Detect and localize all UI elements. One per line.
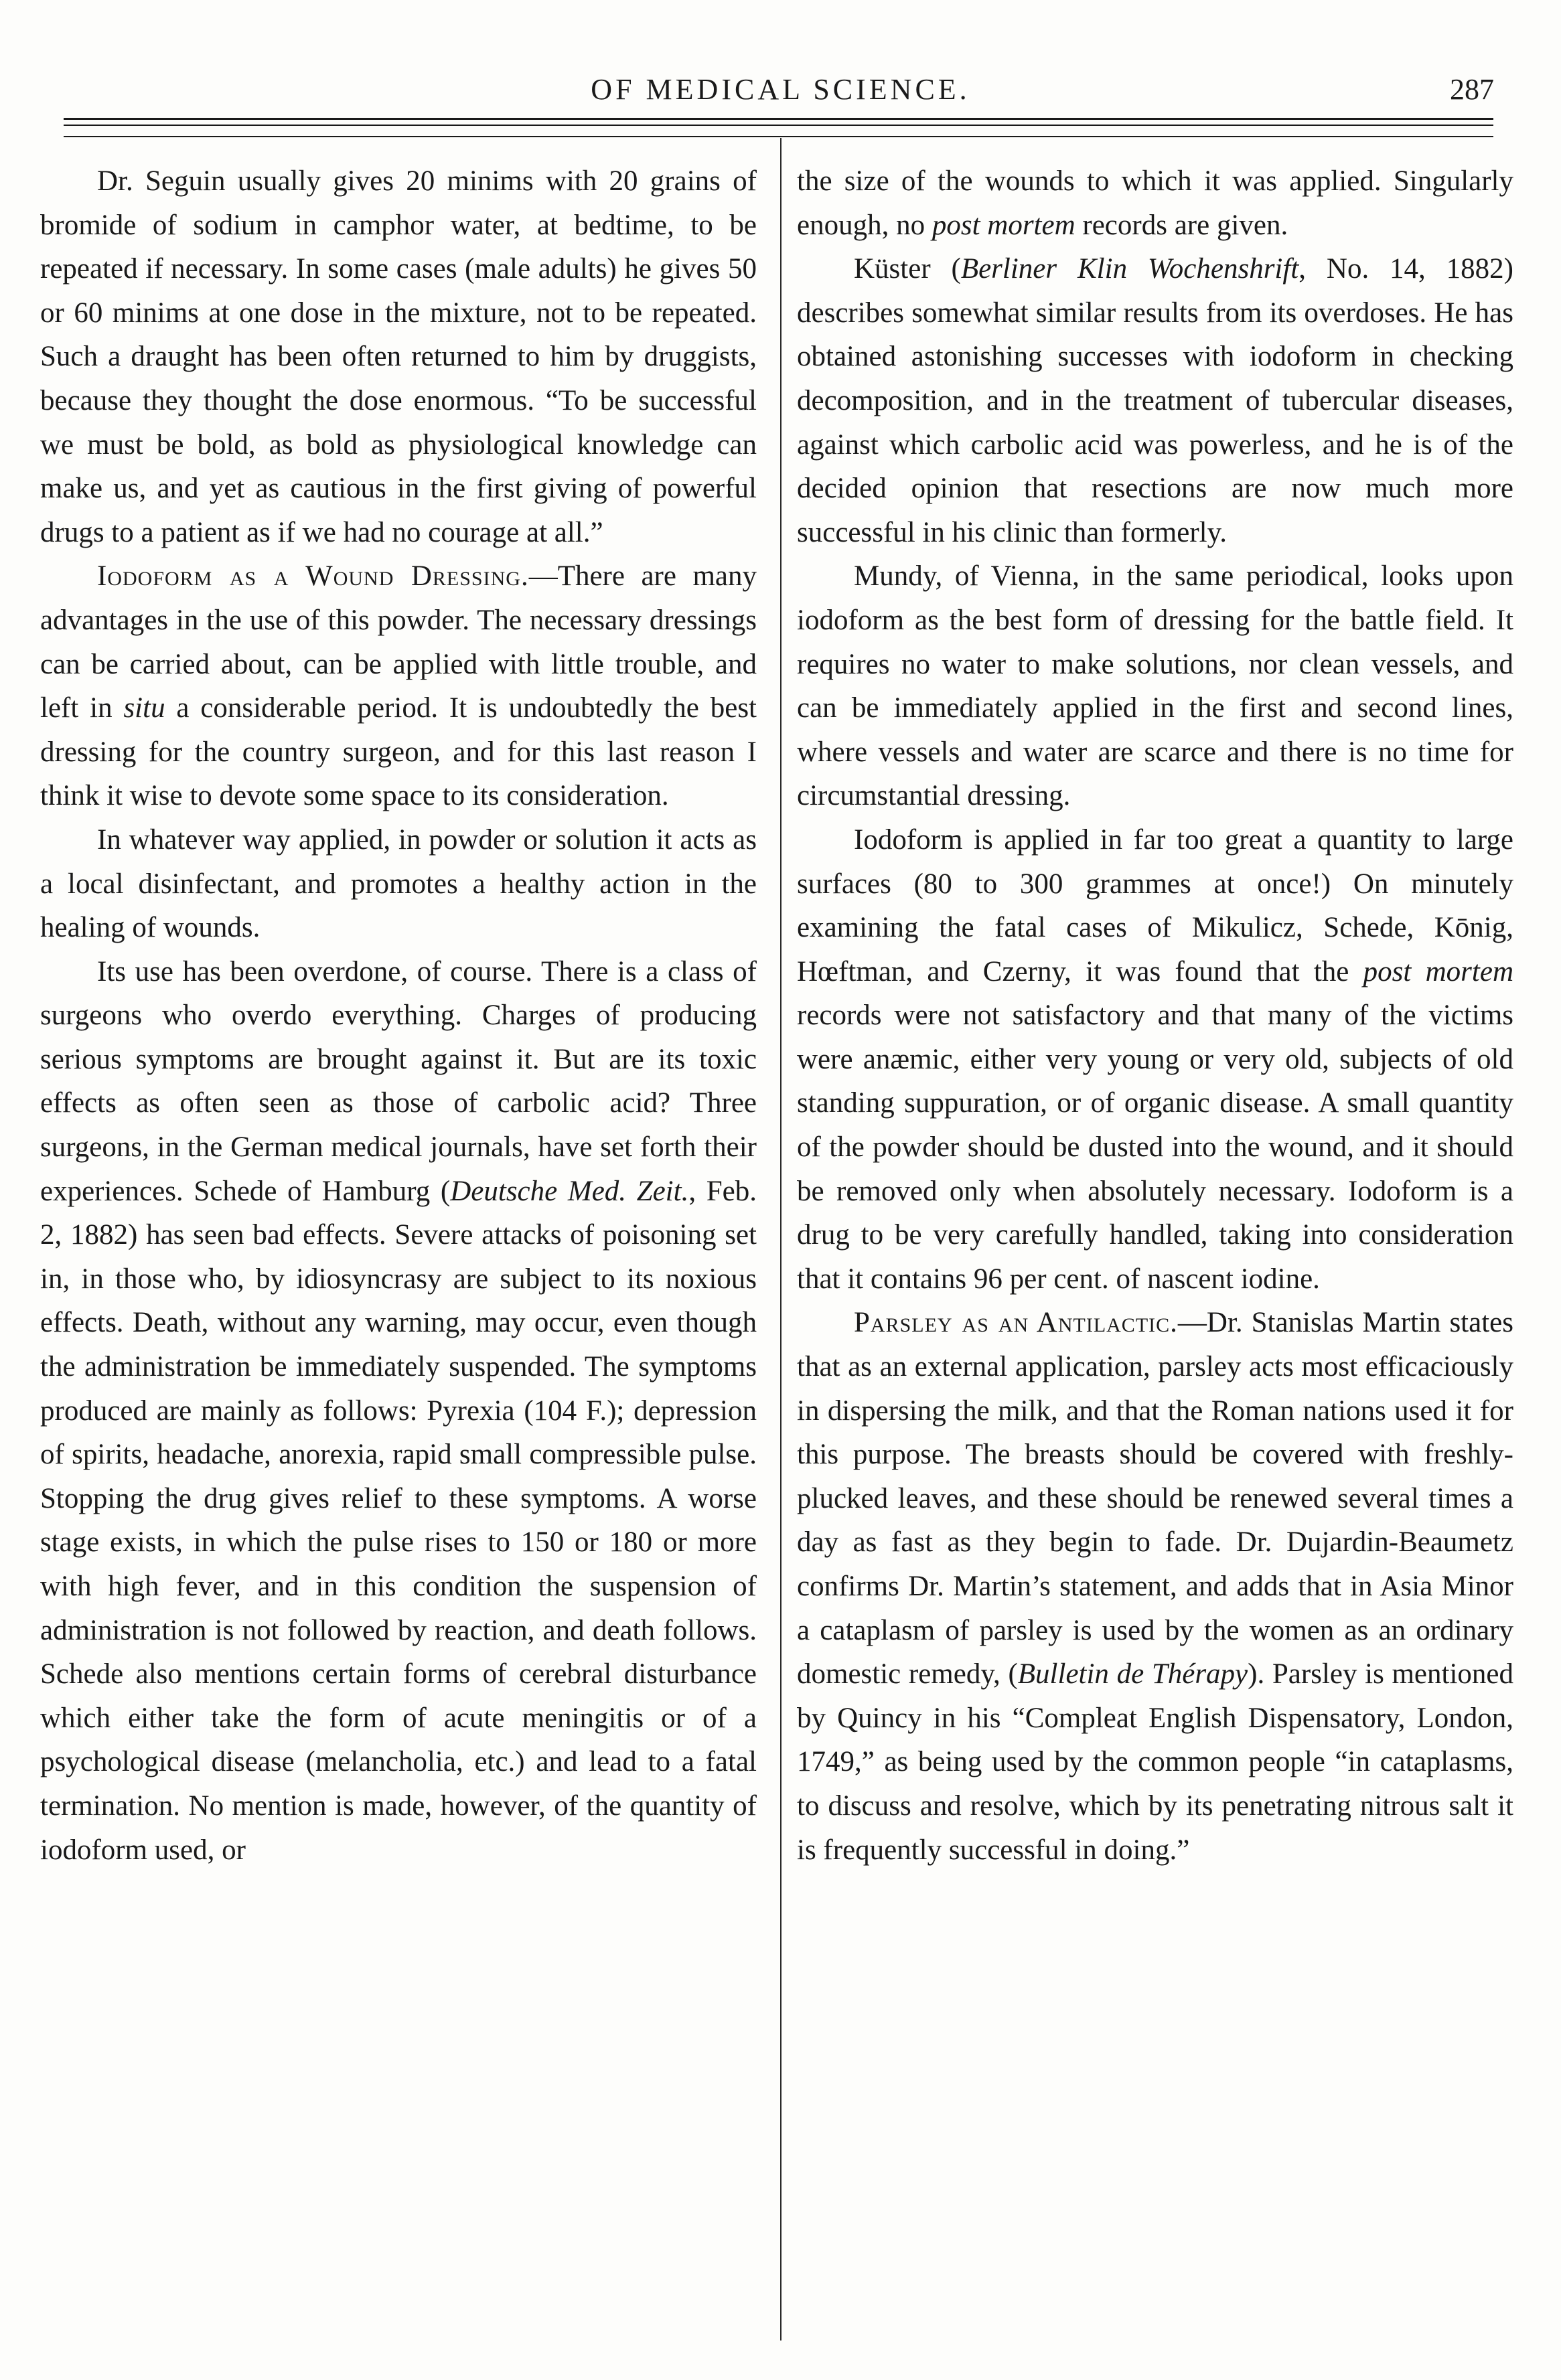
italic-text: Bulletin de Thérapy <box>1017 1658 1248 1690</box>
paragraph-overdone <box>40 950 757 1872</box>
paragraph-text: records were not satisfactory and that many of the victims were anæmic, either very young or very old, subjects of old standing suppuration, or of organic disease. A small quantity of the powder should be dusted into the wound, and it should be removed only when absolutely necessary. Iodoform is a drug to be very carefully handled, taking into consideration that it contains 96 per cent. of nascent iodine. <box>797 1000 1513 1295</box>
header-rule-top <box>64 118 1493 120</box>
paragraph-text: Dr. Seguin usually gives 20 minims with 20 grains of bromide of sodium in camphor water, at bedtime, to be repeated if necessary. In some cases (male adults) he gives 50 or 60 minims at one dose in the mixture, not to be repeated. Such a draught has been often returned to him by druggists, because they thought the dose enormous. “To be successful we must be bold, as bold as physiological knowledge can make us, and yet as cautious in the first giving of powerful drugs to a patient as if we had no courage at all.” <box>40 165 757 548</box>
column-divider <box>780 138 782 2341</box>
paragraph-text: In whatever way applied, in powder or solution it acts as a local disinfectant, and promotes a healthy action in the healing of wounds. <box>40 823 757 944</box>
paragraph-quantity <box>797 818 1513 1301</box>
paragraph-kuster <box>797 247 1513 554</box>
right-column <box>797 159 1513 1872</box>
italic-text: post mortem <box>1363 955 1513 987</box>
paragraph-text: —Dr. Stanislas Martin states that as an external application, parsley acts most efficaciously in dispersing the milk, and that the Roman nations used it for this purpose. The breasts should be covered with freshly-plucked leaves, and these should be renewed several times a day as fast as they begin to fade. Dr. Dujardin-Beaumetz confirms Dr. Martin’s statement, and adds that in Asia Minor a cataplasm of parsley is used by the women as an ordinary domestic remedy, ( <box>797 1307 1513 1690</box>
paragraph-continued <box>797 159 1513 247</box>
paragraph-text: a considerable period. It is undoubtedly the best dressing for the country surgeon, and for this last reason I think it wise to devote some space to its consideration. <box>40 692 757 812</box>
italic-text: situ <box>123 692 165 724</box>
page-number: 287 <box>1450 73 1494 106</box>
paragraph-parsley <box>797 1301 1513 1872</box>
paragraph-mundy <box>797 554 1513 818</box>
paragraph-text: Küster ( <box>854 253 961 285</box>
header-rule-middle <box>64 125 1493 126</box>
paragraph-text: records are given. <box>1075 209 1288 241</box>
paragraph-text: Its use has been overdone, of course. There is a class of surgeons who overdo everything. Charges of producing serious symptoms are brought against it. But are its toxic effects as often seen as those of carbolic acid? Three surgeons, in the German medical journals, have set forth their experiences. Schede of Hamburg ( <box>40 955 757 1207</box>
paragraph-text: , Feb. 2, 1882) has seen bad effects. Severe attacks of poisoning set in, in those who, by idiosyncrasy are subject to its noxious effects. Death, without any warning, may occur, even though the administration be immediately suspended. The symptoms produced are mainly as follows: Pyrexia (104 F.); depression of spirits, headache, anorexia, rapid small compressible pulse. Stopping the drug gives relief to these symptoms. A worse stage exists, in which the pulse rises to 150 or 180 or more with high fever, and in this condition the suspension of administration is not followed by reaction, and death follows. Schede also mentions certain forms of cerebral disturbance which either take the form of acute meningitis or of a psychological disease (melancholia, etc.) and lead to a fatal termination. No mention is made, however, of the quantity of iodoform used, or <box>40 1175 757 1866</box>
paragraph-seguin-dosage <box>40 159 757 554</box>
paragraph-iodoform-dressing <box>40 554 757 818</box>
header-rule-bottom <box>64 136 1493 137</box>
section-heading-parsley: Parsley as an Antilactic. <box>854 1307 1178 1339</box>
italic-text: post mortem <box>932 209 1075 241</box>
italic-text: Deutsche Med. Zeit. <box>450 1175 689 1207</box>
running-title: OF MEDICAL SCIENCE. <box>591 73 970 106</box>
paragraph-text: , No. 14, 1882) describes somewhat similar results from its overdoses. He has obtained astonishing successes with iodoform in checking decomposition, and in the treatment of tubercular diseases, against which carbolic acid was powerless, and he is of the decided opinion that resections are now much more successful in his clinic than formerly. <box>797 253 1513 548</box>
section-heading-iodoform: Iodoform as a Wound Dressing. <box>97 560 529 592</box>
left-column <box>40 159 757 1872</box>
paragraph-disinfectant <box>40 818 757 950</box>
running-head <box>40 70 1521 110</box>
paragraph-text: Mundy, of Vienna, in the same periodical, looks upon iodoform as the best form of dressing for the battle field. It requires no water to make solutions, nor clean vessels, and can be immediately applied in the first and second lines, where vessels and water are scarce and there is no time for circumstantial dressing. <box>797 560 1513 812</box>
paragraph-text: the size of the wounds to which it was applied. Singularly enough, no <box>797 165 1513 241</box>
paragraph-text: Iodoform is applied in far too great a quantity to large surfaces (80 to 300 grammes at once!) On minutely examining the fatal cases of Mikulicz, Schede, Kōnig, Hœftman, and Czerny, it was found that the <box>797 823 1513 987</box>
italic-text: Berliner Klin Wochenshrift <box>960 253 1299 285</box>
paragraph-text: —There are many advantages in the use of this powder. The necessary dressings can be carried about, can be applied with little trouble, and left in <box>40 560 757 724</box>
paragraph-text: ). Parsley is mentioned by Quincy in his “Compleat English Dispensatory, London, 1749,” as being used by the common people “in cataplasms, to discuss and resolve, which by its penetrating nitrous salt it is frequently successful in doing.” <box>797 1658 1513 1866</box>
